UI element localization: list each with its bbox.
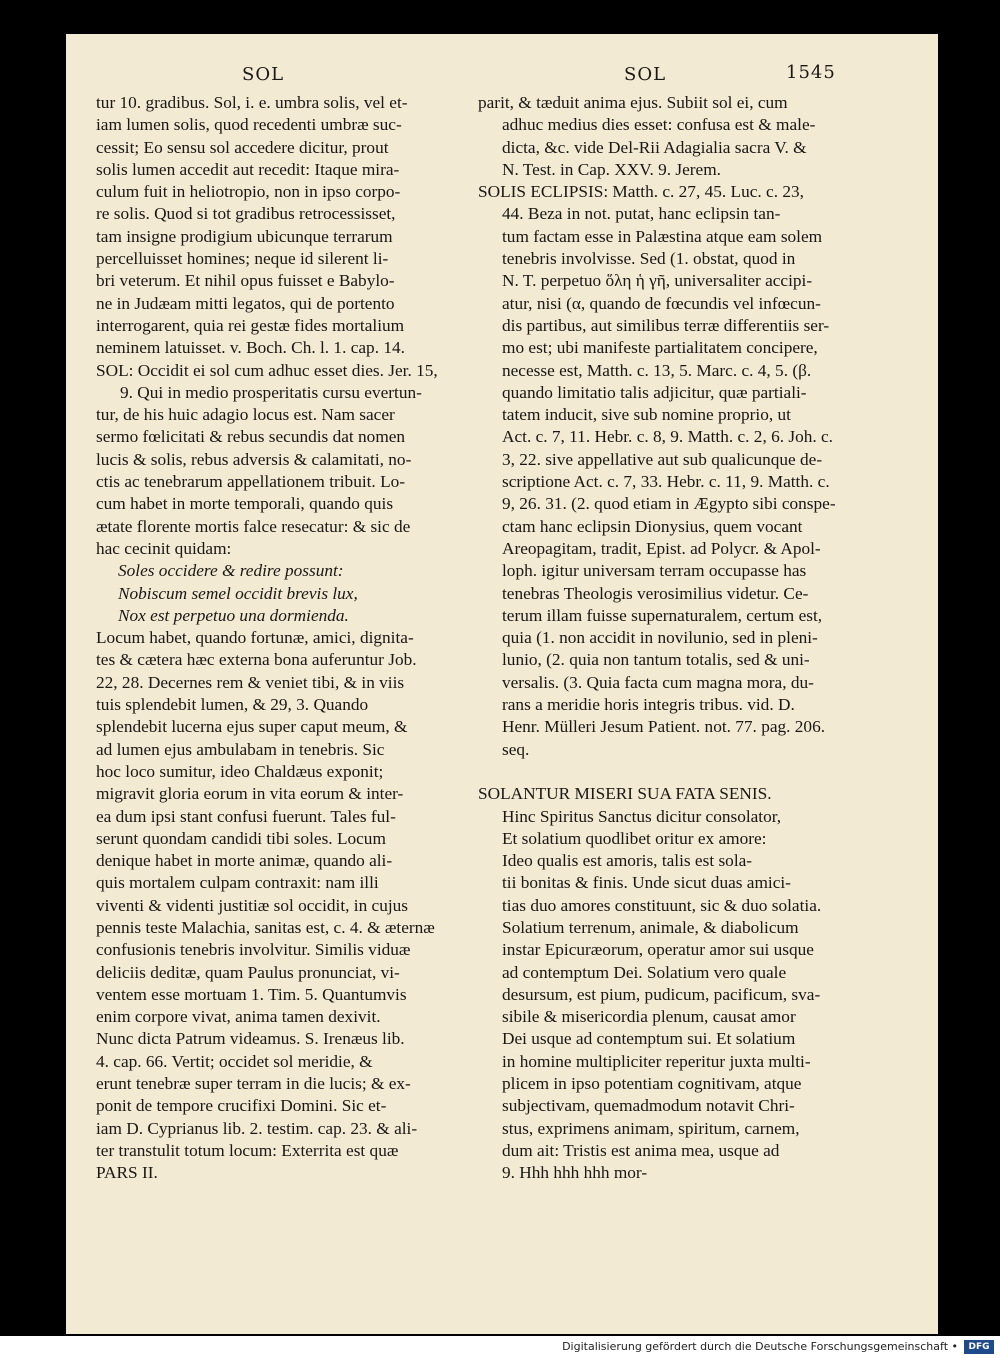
text-line: hoc loco sumitur, ideo Chaldæus exponit; [96, 761, 384, 781]
text-line: Act. c. 7, 11. Hebr. c. 8, 9. Matth. c. 2, 6. Joh. c. [502, 427, 834, 447]
text-line: SOLIS ECLIPSIS: Matth. c. 27, 45. Luc. c. 23, [478, 182, 804, 202]
book-page [66, 34, 938, 1334]
text-line: tenebris involvisse. Sed (1. obstat, quod in [502, 249, 796, 269]
text-line: 9, 26. 31. (2. quod etiam in Ægypto sibi conspe- [502, 494, 836, 514]
text-line: tatem inducit, sive sub nomine proprio, ut [502, 405, 791, 425]
text-line: bri veterum. Et nihil opus fuisset e Babylo- [96, 271, 395, 291]
text-line: quis mortalem culpam contraxit: nam illi [96, 873, 379, 893]
text-line: Nobiscum semel occidit brevis lux, [118, 583, 358, 603]
footer-credit-bar [0, 1336, 1000, 1358]
text-line: iam lumen solis, quod recedenti umbræ suc- [96, 115, 402, 135]
text-line: enim corpore vivat, anima tamen dexivit. [96, 1007, 381, 1027]
text-line: iam D. Cyprianus lib. 2. testim. cap. 23. & ali- [96, 1118, 418, 1138]
text-line: dis partibus, aut similibus terræ differentiis ser- [502, 315, 830, 335]
text-line: scriptione Act. c. 7, 33. Hebr. c. 11, 9. Matth. c. [502, 472, 830, 492]
text-line: Locum habet, quando fortunæ, amici, dignita- [96, 628, 414, 648]
text-line: culum fuit in heliotropio, non in ipso corpo- [96, 182, 401, 202]
text-line: desursum, est pium, pudicum, pacificum, sva- [502, 984, 821, 1004]
running-head-left: SOL [242, 64, 285, 85]
text-line: 3, 22. sive appellative aut sub qualicunque de- [502, 449, 823, 469]
page-number: 1545 [786, 62, 836, 83]
text-line: Dei usque ad contemptum sui. Et solatium [502, 1029, 796, 1049]
text-line: solis lumen accedit aut recedit: Itaque mira- [96, 159, 400, 179]
text-line: quando limitatio talis adjicitur, quæ partiali- [502, 382, 807, 402]
text-line: instar Epicuræorum, operatur amor sui usque [502, 940, 814, 960]
text-line: tias duo amores constituunt, sic & duo solatia. [502, 895, 822, 915]
text-line: mo est; ubi manifeste partialitatem concipere, [502, 338, 818, 358]
text-line: N. Test. in Cap. XXV. 9. Jerem. [502, 159, 721, 179]
left-column [96, 92, 451, 1185]
text-line: stus, exprimens animam, spiritum, carnem, [502, 1118, 800, 1138]
text-line: parit, & tæduit anima ejus. Subiit sol ei, cum [478, 93, 788, 112]
text-line: Et solatium quodlibet oritur ex amore: [502, 828, 767, 848]
text-line: terum illam fuisse supernaturalem, certum est, [502, 605, 823, 625]
text-line: tum factam esse in Palæstina atque eam solem [502, 226, 823, 246]
text-line: interrogarent, quia rei gestæ fides mortalium [96, 315, 405, 335]
text-line: splendebit lucerna ejus super caput meum, & [96, 717, 408, 737]
text-line: Ideo qualis est amoris, talis est sola- [502, 851, 753, 871]
text-line: necesse est, Matth. c. 13, 5. Marc. c. 4, 5. (β. [502, 360, 812, 380]
text-line: rans a meridie horis integris tribus. vid. D. [502, 695, 795, 715]
text-line: subjectivam, quemadmodum notavit Chri- [502, 1096, 795, 1116]
text-line: Soles occidere & redire possunt: [118, 561, 344, 581]
text-line: seq. [502, 739, 530, 759]
text-line: quia (1. non accidit in novilunio, sed in pleni- [502, 628, 818, 648]
text-line: tur 10. gradibus. Sol, i. e. umbra solis, vel et- [96, 93, 408, 112]
text-line: atur, nisi (α, quando de fœcundis vel infœcun- [502, 293, 821, 313]
text-line: versalis. (3. Quia facta cum magna mora, du- [502, 672, 814, 692]
text-line: deliciis deditæ, quam Paulus pronunciat, vi- [96, 962, 400, 982]
text-line: viventi & videnti justitiæ sol occidit, in cujus [96, 895, 409, 915]
text-line: dum ait: Tristis est anima mea, usque ad [502, 1140, 780, 1160]
text-line: sermo fœlicitati & rebus secundis dat nomen [96, 427, 406, 447]
text-line: migravit gloria eorum in vita eorum & inter- [96, 784, 404, 804]
text-line: ætate florente mortis falce resecatur: & sic de [96, 516, 411, 536]
text-line: ctam hanc eclipsin Dionysius, quem vocant [502, 516, 803, 536]
text-line: serunt quondam candidi tibi soles. Locum [96, 828, 386, 848]
text-line: PARS II. [96, 1163, 158, 1183]
text-line: pennis teste Malachia, sanitas est, c. 4. & æternæ [96, 917, 435, 937]
text-line: cessit; Eo sensu sol accedere dicitur, prout [96, 137, 389, 157]
text-line: Areopagitam, tradit, Epist. ad Polycr. & Apol- [502, 538, 821, 558]
text-line: in homine multipliciter reperitur juxta multi- [502, 1051, 811, 1071]
text-line: 4. cap. 66. Vertit; occidet sol meridie, & [96, 1051, 373, 1071]
text-line: loph. igitur universam terram occupasse has [502, 561, 807, 581]
text-line: ad contemptum Dei. Solatium vero quale [502, 962, 787, 982]
text-line: confusionis tenebris involvitur. Similis viduæ [96, 940, 411, 960]
text-line: plicem in ipso potentiam cognitivam, atque [502, 1074, 802, 1094]
text-line: Nunc dicta Patrum videamus. S. Irenæus lib. [96, 1029, 405, 1049]
text-line: ponit de tempore crucifixi Domini. Sic et- [96, 1096, 387, 1116]
dfg-logo: DFG [964, 1340, 994, 1354]
text-line: Hinc Spiritus Sanctus dicitur consolator, [502, 806, 782, 826]
text-line: 9. Hhh hhh hhh mor- [502, 1163, 648, 1183]
text-line: hac cecinit quidam: [96, 538, 232, 558]
text-line: Henr. Mülleri Jesum Patient. not. 77. pag. 206. [502, 717, 826, 737]
text-line: erunt tenebræ super terram in die lucis; & ex- [96, 1074, 411, 1094]
text-line: tam insigne prodigium ubicunque terrarum [96, 226, 393, 246]
text-line: 44. Beza in not. putat, hanc eclipsin tan- [502, 204, 781, 224]
text-line: tii bonitas & finis. Unde sicut duas amici- [502, 873, 791, 893]
text-line [478, 761, 858, 783]
text-line: denique habet in morte animæ, quando ali- [96, 851, 393, 871]
text-line: lunio, (2. quia non tantum totalis, sed & uni- [502, 650, 810, 670]
text-line: ctis ac tenebrarum appellationem tribuit. Lo- [96, 472, 406, 492]
text-line: Solatium terrenum, animale, & diabolicum [502, 917, 799, 937]
text-line: adhuc medius dies esset: confusa est & male- [502, 115, 816, 135]
text-line: tuis splendebit lumen, & 29, 3. Quando [96, 695, 369, 715]
text-line: neminem latuisset. v. Boch. Ch. l. 1. cap. 14. [96, 338, 405, 358]
text-line: Nox est perpetuo una dormienda. [118, 605, 349, 625]
text-line: tur, de his huic adagio locus est. Nam sacer [96, 405, 395, 425]
text-line: tenebras Theologis verosimilius videtur. Ce- [502, 583, 809, 603]
text-line: sibile & misericordia plenum, causat amor [502, 1007, 796, 1027]
running-head-right: SOL [624, 64, 667, 85]
right-column [478, 92, 858, 1185]
text-line: ea dum ipsi stant confusi fuerunt. Tales ful- [96, 806, 396, 826]
text-line: re solis. Quod si tot gradibus retrocessisset, [96, 204, 396, 224]
text-line: tes & cætera hæc externa bona auferuntur Job. [96, 650, 417, 670]
text-line: cum habet in morte temporali, quando quis [96, 494, 394, 514]
text-line: ad lumen ejus ambulabam in tenebris. Sic [96, 739, 385, 759]
text-line: N. T. perpetuo ὅλη ἡ γῆ, universaliter accipi- [502, 271, 813, 291]
text-line: percelluisset homines; neque id silerent li- [96, 249, 389, 269]
text-line: 9. Qui in medio prosperitatis cursu evertun- [120, 382, 422, 402]
text-line: ter transtulit totum locum: Exterrita est quæ [96, 1140, 399, 1160]
text-line: lucis & solis, rebus adversis & calamitati, no- [96, 449, 412, 469]
text-line: dicta, &c. vide Del-Rii Adagialia sacra V. & [502, 137, 807, 157]
text-line: SOL: Occidit ei sol cum adhuc esset dies. Jer. 15, [96, 360, 438, 380]
text-line: SOLANTUR MISERI SUA FATA SENIS. [478, 784, 772, 804]
text-line: ventem esse mortuam 1. Tim. 5. Quantumvis [96, 984, 407, 1004]
text-line: 22, 28. Decernes rem & veniet tibi, & in viis [96, 672, 405, 692]
text-line: ne in Judæam mitti legatos, qui de portento [96, 293, 395, 313]
footer-credit: Digitalisierung gefördert durch die Deutsche Forschungsgemeinschaft • [562, 1340, 958, 1353]
